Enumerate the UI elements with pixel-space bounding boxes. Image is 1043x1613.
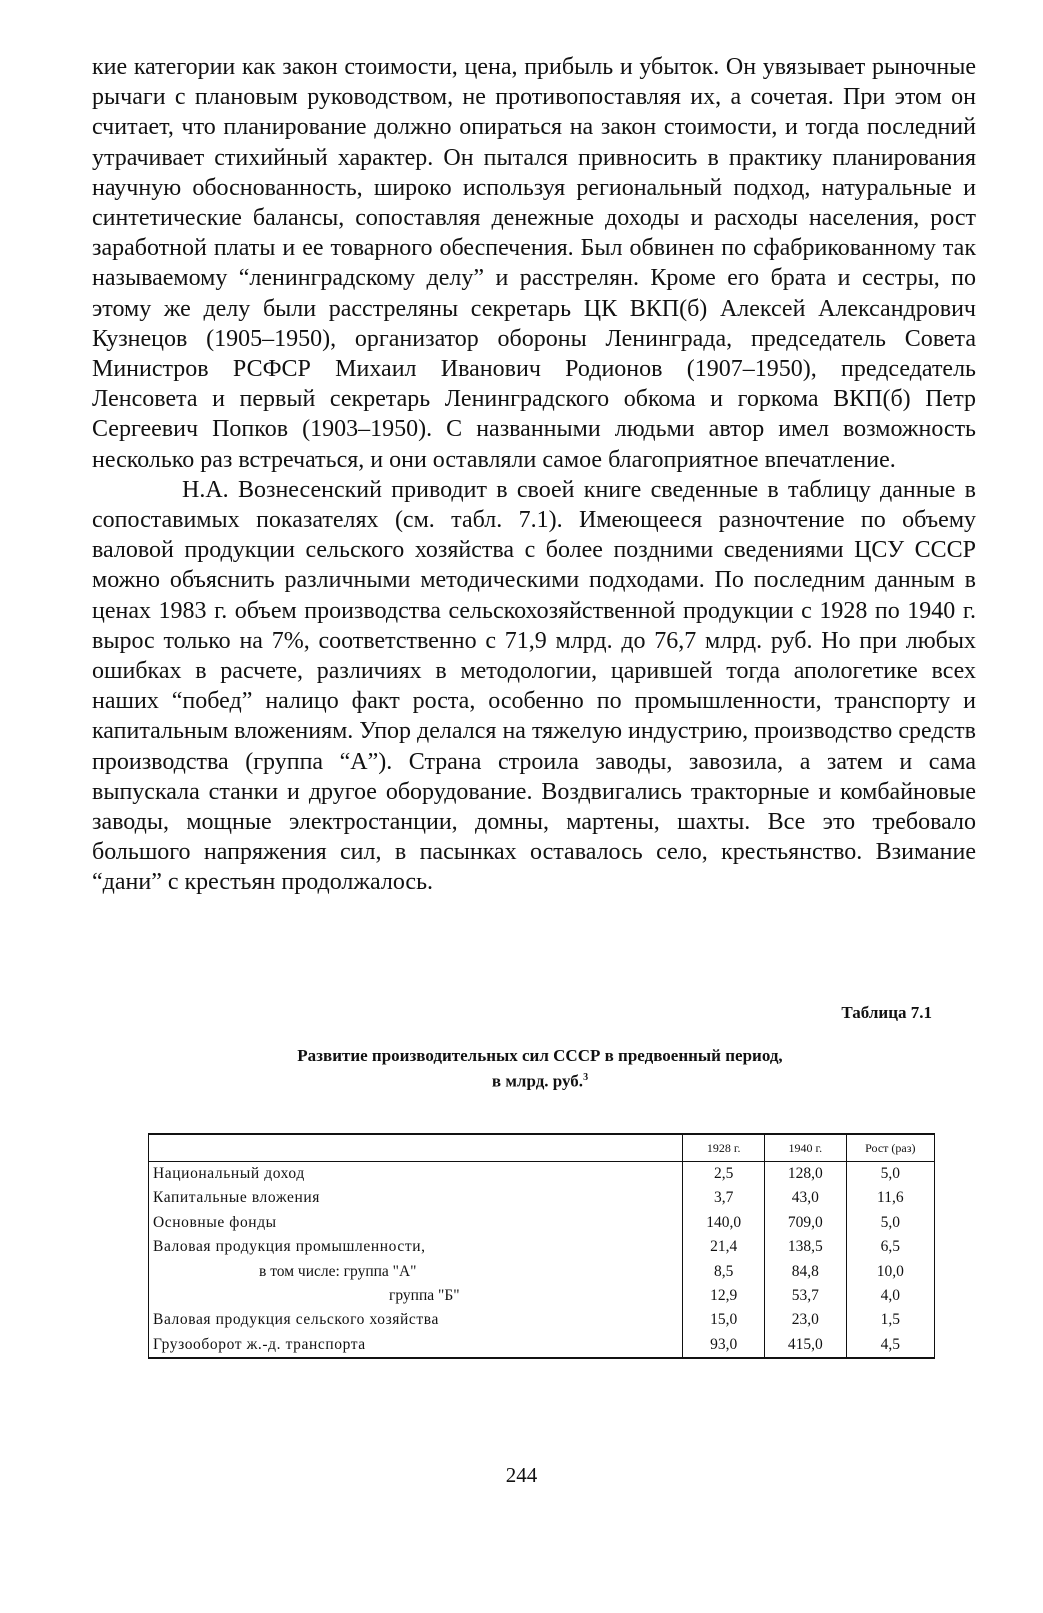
value-1940: 709,0 bbox=[765, 1211, 847, 1235]
table-row bbox=[149, 1308, 935, 1332]
table-row bbox=[149, 1284, 935, 1308]
value-1928: 21,4 bbox=[683, 1235, 765, 1259]
value-1928: 93,0 bbox=[683, 1333, 765, 1358]
value-growth: 1,5 bbox=[846, 1308, 934, 1332]
table-title-line-2 bbox=[150, 1067, 930, 1093]
value-growth: 4,0 bbox=[846, 1284, 934, 1308]
value-growth: 10,0 bbox=[846, 1260, 934, 1284]
value-1928: 15,0 bbox=[683, 1308, 765, 1332]
table-row bbox=[149, 1186, 935, 1210]
value-1940: 128,0 bbox=[765, 1162, 847, 1187]
value-1928: 140,0 bbox=[683, 1211, 765, 1235]
header-1940: 1940 г. bbox=[765, 1134, 847, 1162]
value-1940: 84,8 bbox=[765, 1260, 847, 1284]
value-growth: 5,0 bbox=[846, 1211, 934, 1235]
row-label: Национальный доход bbox=[149, 1162, 683, 1187]
table-title-line-1: Развитие производительных сил СССР в предвоенный период, bbox=[297, 1046, 783, 1065]
table-row bbox=[149, 1333, 935, 1358]
value-1928: 3,7 bbox=[683, 1186, 765, 1210]
value-1940: 138,5 bbox=[765, 1235, 847, 1259]
row-label: Валовая продукция промышленности, bbox=[149, 1235, 683, 1259]
row-label: группа "Б" bbox=[149, 1284, 683, 1308]
table-row bbox=[149, 1162, 935, 1187]
row-label: Основные фонды bbox=[149, 1211, 683, 1235]
value-growth: 4,5 bbox=[846, 1333, 934, 1358]
row-label: Грузооборот ж.-д. транспорта bbox=[149, 1333, 683, 1358]
value-growth: 5,0 bbox=[846, 1162, 934, 1187]
value-1940: 23,0 bbox=[765, 1308, 847, 1332]
value-1940: 43,0 bbox=[765, 1186, 847, 1210]
value-1928: 8,5 bbox=[683, 1260, 765, 1284]
page-number: 244 bbox=[505, 1463, 538, 1487]
paragraph-continuation: кие категории как закон стоимости, цена, прибыль и убыток. Он увязывает рыночные рычаги с плановым руководством, не противопоставляя их, а сочетая. При этом он считает, что планирование должно опираться на закон стоимости, и тогда последний утрачивает стихийный характер. Он пытался привносить в практику планирования научную обоснованность, широко используя региональный подход, натуральные и синтетические балансы, сопоставляя денежные доходы и расходы населения, рост заработной платы и ее товарного обеспечения. Был обвинен по сфабрикованному так называемому “ленинградскому делу” и расстрелян. Кроме его брата и сестры, по этому же делу были расстреляны секретарь ЦК ВКП(б) Алексей Александрович Кузнецов (1905–1950), организатор обороны Ленинграда, председатель Совета Министров РСФСР Михаил Иванович Родионов (1907–1950), председатель Ленсовета и первый секретарь Ленинградского обкома и горкома ВКП(б) Петр Сергеевич Попков (1903–1950). С названными людьми автор имел возможность несколько раз встречаться, и они оставляли самое благоприятное впечатление. bbox=[92, 54, 976, 473]
header-indicator bbox=[149, 1134, 683, 1162]
value-1940: 53,7 bbox=[765, 1284, 847, 1308]
header-growth: Рост (раз) bbox=[846, 1134, 934, 1162]
productive-forces-table bbox=[148, 1133, 935, 1359]
header-1928: 1928 г. bbox=[683, 1134, 765, 1162]
value-growth: 6,5 bbox=[846, 1235, 934, 1259]
value-growth: 11,6 bbox=[846, 1186, 934, 1210]
value-1928: 12,9 bbox=[683, 1284, 765, 1308]
table-header-row bbox=[149, 1134, 935, 1162]
table-row bbox=[149, 1260, 935, 1284]
footnote-mark: 3 bbox=[583, 1072, 589, 1083]
table-row bbox=[149, 1211, 935, 1235]
paragraph-voznesensky: Н.А. Вознесенский приводит в своей книге сведенные в таблицу данные в сопоставимых показателях (см. табл. 7.1). Имеющееся разночтение по объему валовой продукции сельского хозяйства с более поздними сведениями ЦСУ СССР можно объяснить различными методическими подходами. По последним данным в ценах 1983 г. объем производства сельскохозяйственной продукции с 1928 по 1940 г. вырос только на 7%, соответственно с 71,9 млрд. до 76,7 млрд. руб. Но при любых ошибках в расчете, различиях в методологии, царившей тогда апологетике всех наших “побед” налицо факт роста, особенно по промышленности, транспорту и капитальным вложениям. Упор делался на тяжелую индустрию, производство средств производства (группа “А”). Страна строила заводы, завозила, а затем и сама выпускала станки и другое оборудование. Воздвигались тракторные и комбайновые заводы, мощные электростанции, домны, мартены, шахты. Все это требовало большого напряжения сил, в пасынках оставалось село, крестьянство. Взимание “дани” с крестьян продолжалось. bbox=[92, 476, 976, 896]
row-label: Валовая продукция сельского хозяйства bbox=[149, 1308, 683, 1332]
value-1928: 2,5 bbox=[683, 1162, 765, 1187]
body-text bbox=[92, 52, 976, 898]
table-title-units: в млрд. руб. bbox=[491, 1071, 584, 1091]
table-row bbox=[149, 1235, 935, 1259]
table-number: Таблица 7.1 bbox=[841, 1003, 932, 1022]
row-label: в том числе: группа "А" bbox=[149, 1260, 683, 1284]
table-title bbox=[150, 1045, 930, 1093]
row-label: Капитальные вложения bbox=[149, 1186, 683, 1210]
value-1940: 415,0 bbox=[765, 1333, 847, 1358]
